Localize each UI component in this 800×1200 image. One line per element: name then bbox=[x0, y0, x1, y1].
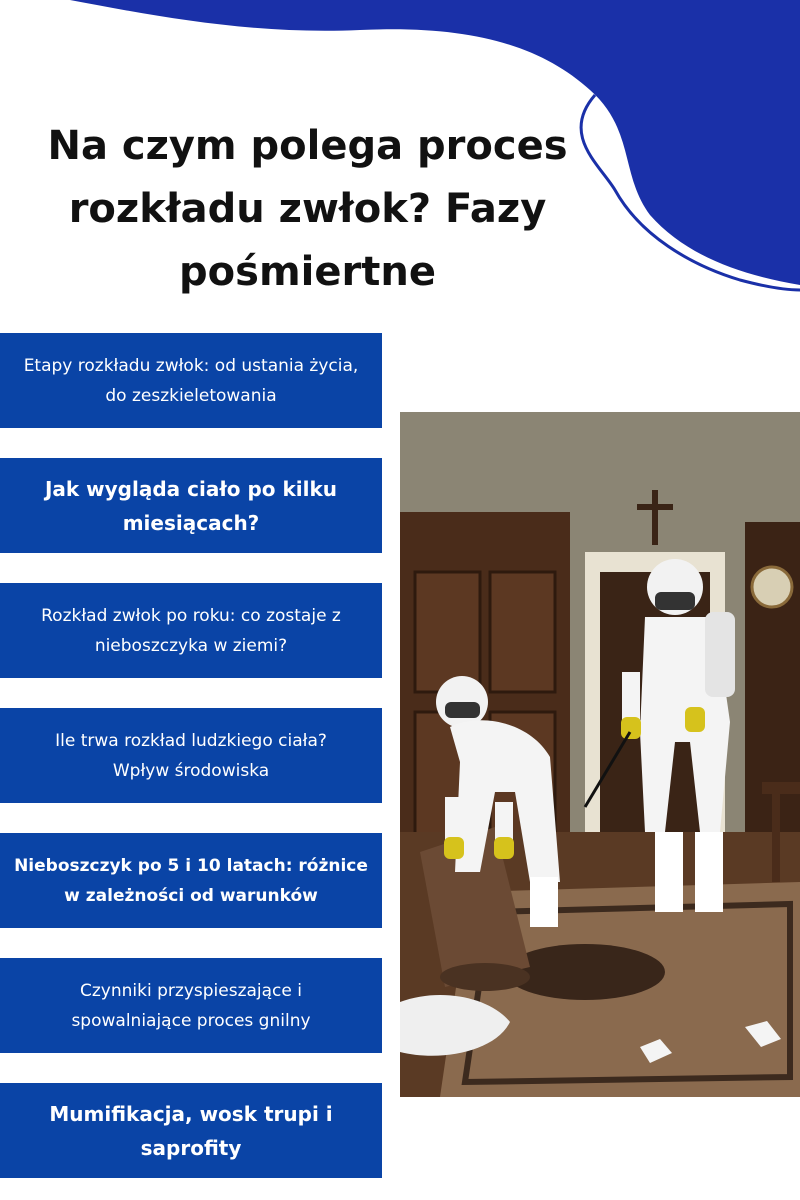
section-link-year[interactable] bbox=[0, 583, 382, 678]
section-link-label: Mumifikacja, wosk trupi i saprofity bbox=[49, 1101, 333, 1160]
section-link-label: Nieboszczyk po 5 i 10 latach: różnice w zależności od warunków bbox=[14, 855, 368, 906]
section-link-5-10-years[interactable] bbox=[0, 833, 382, 928]
title-line: Na czym polega proces bbox=[47, 123, 568, 169]
section-link-stages[interactable] bbox=[0, 333, 382, 428]
section-link-months[interactable] bbox=[0, 458, 382, 553]
cleanup-crew-photo bbox=[400, 412, 800, 1097]
page-title bbox=[0, 115, 615, 304]
section-link-label: Jak wygląda ciało po kilku miesiącach? bbox=[44, 476, 338, 535]
section-link-label: Etapy rozkładu zwłok: od ustania życia, do zeszkieletowania bbox=[23, 355, 359, 406]
section-link-label: Rozkład zwłok po roku: co zostaje z nieboszczyka w ziemi? bbox=[41, 605, 341, 656]
section-link-mummification[interactable] bbox=[0, 1083, 382, 1178]
section-link-factors[interactable] bbox=[0, 958, 382, 1053]
section-link-label: Czynniki przyspieszające i spowalniające proces gnilny bbox=[71, 980, 311, 1031]
section-link-duration[interactable] bbox=[0, 708, 382, 803]
title-line: rozkładu zwłok? Fazy bbox=[68, 186, 547, 232]
section-link-label: Ile trwa rozkład ludzkiego ciała? Wpływ środowiska bbox=[55, 730, 327, 781]
title-line: pośmiertne bbox=[179, 249, 436, 295]
